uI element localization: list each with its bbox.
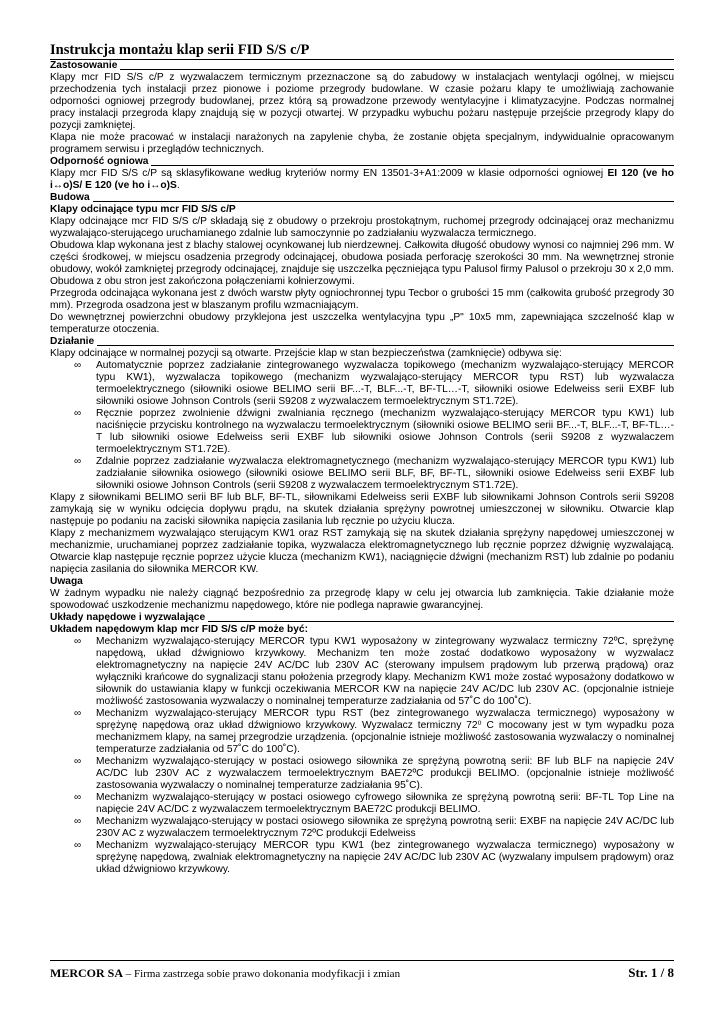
uklady-subheading: Układem napędowym klap mcr FID S/S c/P może być: (50, 624, 308, 635)
page-number: Str. 1 / 8 (628, 965, 674, 980)
infinity-bullet-icon: ∞ (74, 816, 82, 827)
section-label: Zastosowanie (50, 60, 118, 71)
infinity-bullet-icon: ∞ (74, 360, 82, 371)
list-item-text: Mechanizm wyzwalająco-sterujący w postaci osiowego siłownika ze sprężyną powrotną serii: BF lub BLF na napięcie 24V AC/DC lub 230V AC z wyzwalaczem termoelektrycznym BAE72ºC produkcji BELIMO. (opcjonalnie istnieje możliwość zastosowania wyzwalaczy o nominalnej temperaturze zadziałania 95˚C). (96, 756, 674, 791)
zastosowanie-paragraph-1: Klapy mcr FID S/S c/P z wyzwalaczem termicznym przeznaczone są do zabudowy w instalacjach wentylacji ogólnej, w miejscu przechodzenia tych instalacji przez pionowe i poziome przegrody budowlane. W czasie pożaru klapy te umożliwiają zachowanie odporności ogniowej przegrody budowlanej, przez którą są prowadzone przewody wentylacyjne i klimatyzacyjne. Podczas normalnej pracy instalacji przegroda klapy znajdują się w pozycji otwartej. W przypadku wybuchu pożaru następuje przejście przegrody klapy do pozycji zamkniętej. (50, 72, 674, 131)
list-item-text: Mechanizm wyzwalająco-sterujący w postaci osiowego siłownika ze sprężyną powrotną serii: EXBF na napięcie 24V AC/DC lub 230V AC z wyzwalaczem termoelektrycznym 72ºC produkcji Edelweiss (96, 816, 674, 839)
list-item-text: Mechanizm wyzwalająco-sterujący w postaci osiowego cyfrowego siłownika ze sprężyną powrotną serii: BF-TL Top Line na napięcie 24V AC/DC z wyzwalaczem termoelektrycznym BAE72C produkcji BELIMO. (96, 792, 674, 815)
section-heading-zastosowanie (50, 60, 674, 72)
list-item-text: Zdalnie poprzez zadziałanie wyzwalacza elektromagnetycznego (mechanizm wyzwalająco-sterujący MERCOR typu KW1) lub zadziałanie siłownika osiowego (siłowniki osiowe BELIMO serii BLF, BF, BF-TL, siłowniki osiowe Edelweiss serii EXBF lub siłowniki osiowe Johnson Controls (serii S9208 z wyzwalaczem termoelektrycznym ST1.72E). (96, 456, 674, 491)
budowa-paragraph-1: Klapy odcinające mcr FID S/S c/P składają się z obudowy o przekroju prostokątnym, ruchomej przegrody odcinającej oraz mechanizmu wyzwalająco-sterującego uruchamianego zdalnie lub samoczynnie po zadziałaniu wyzwalacza termicznego. (50, 216, 674, 239)
footer-note: Firma zastrzega sobie prawo dokonania modyfikacji i zmian (134, 968, 401, 980)
section-heading-dzialanie (50, 336, 674, 348)
section-heading-budowa (50, 192, 674, 204)
footer-left (50, 966, 400, 981)
dzialanie-intro: Klapy odcinające w normalnej pozycji są otwarte. Przejście klap w stan bezpieczeństwa (zamknięcie) odbywa się: (50, 348, 562, 359)
section-label: Układy napędowe i wyzwalające (50, 612, 206, 623)
section-heading-odpornosc (50, 156, 674, 168)
page-title: Instrukcja montażu klap serii FID S/S c/P (50, 42, 310, 58)
list-item-text: Mechanizm wyzwalająco-sterujący MERCOR typu RST (bez zintegrowanego wyzwalacza termicznego) wyposażony w sprężynę napędową oraz układ dźwigniowo krzywkowy. Wyzwalacz termiczny 72⁰ C mocowany jest w tym wypadku poza mechanizmem klapy, na samej przegrodzie urządzenia. (opcjonalnie istnieje możliwość zastosowania wyzwalaczy o nominalnej temperaturze zadziałania od 57˚C do 100˚C). (96, 708, 674, 755)
heading-rule (120, 69, 674, 70)
section-label: Budowa (50, 192, 90, 203)
list-item-text: Ręcznie poprzez zwolnienie dźwigni zwalniania ręcznego (mechanizm wyzwalająco-sterujący MERCOR typu KW1) lub naciśnięcie przycisku kontrolnego na wyzwalaczu termoelektrycznym (siłowniki osiowe BELIMO serii BF...-T, BLF...-T, BF-TL…-T lub siłowniki osiowe Edelweiss serii EXBF lub siłowniki osiowe Johnson Controls (serii S9208 z wyzwalaczem termoelektrycznym ST1.72E). (96, 408, 674, 455)
list-item (50, 816, 674, 840)
heading-rule (97, 345, 674, 346)
budowa-paragraph-2: Obudowa klap wykonana jest z blachy stalowej ocynkowanej lub nierdzewnej. Całkowita długość obudowy wynosi co najmniej 296 mm. W części środkowej, w miejscu osadzenia przegrody odcinającej, obudowa posiada perforację szerokości 30 mm. Na wewnętrznej stronie obudowy, wokół zamkniętej przegrody odcinającej, znajduje się uszczelka pęczniejąca typu Palusol firmy Palusol o przekroju 30 x 2,0 mm. Obudowa z obu stron jest zakończona połączeniami kołnierzowymi. (50, 240, 674, 287)
list-item (50, 756, 674, 792)
infinity-bullet-icon: ∞ (74, 456, 82, 467)
document-page (50, 42, 674, 876)
dzialanie-list (50, 360, 674, 492)
budowa-paragraph-4: Do wewnętrznej powierzchni obudowy przyklejona jest uszczelka wentylacyjna typu „P" 10x5 mm, zapewniająca szczelność klap w temperaturze otoczenia. (50, 312, 674, 335)
fire-class: EI 120 (ve ho i↔o)S/ E 120 (ve ho i↔o)S (50, 168, 674, 191)
uwaga-heading: Uwaga (50, 576, 83, 587)
budowa-subheading: Klapy odcinające typu mcr FID S/S c/P (50, 204, 236, 215)
section-label: Odporność ogniowa (50, 156, 149, 167)
list-item (50, 360, 674, 408)
infinity-bullet-icon: ∞ (74, 708, 82, 719)
list-item-text: Mechanizm wyzwalająco-sterujący MERCOR typu KW1 (bez zintegrowanego wyzwalacza termicznego) wyposażony w sprężynę napędową, zwalniak elektromagnetyczny na napięcie 24V AC/DC lub 230V AC (wyzwalany impulsem prądowym) oraz układ dźwigniowo krzywkowy. (96, 840, 674, 875)
dzialanie-paragraph-1: Klapy z siłownikami BELIMO serii BF lub BLF, BF-TL, siłownikami Edelweiss serii EXBF lub siłownikami Johnson Controls serii S9208 zamykają się w wyniku odcięcia dopływu prądu, na skutek działania sprężyny powrotnej umieszczonej w siłowniku. Otwarcie klap następuje po podaniu na zaciski siłownika napięcia zasilania lub ręcznie po użyciu klucza. (50, 492, 674, 527)
heading-rule (208, 621, 674, 622)
list-item-text: Mechanizm wyzwalająco-sterujący MERCOR typu KW1 wyposażony w zintegrowany wyzwalacz termiczny 72ºC, sprężynę napędową, układ dźwigniowo krzywkowy. Mechanizm ten może zostać dodatkowo wyposażony w wyzwalacz elektromagnetyczny na napięcie 24V AC/DC lub 230V AC (sterowany impulsem prądowym lub przerwą prądową) oraz wyłączniki krańcowe do sygnalizacji stanu położenia przegrody klapy. Mechanizm KW1 może zostać wyposażony dodatkowo w siłownik do ustawiania klapy w funkcji oczekiwania MERCOR KW na napięcie 24V AC/DC lub 230V AC. (opcjonalnie istnieje możliwość zastosowania wyzwalaczy o nominalnej temperaturze zadziałania od 57˚C do 100˚C). (96, 636, 674, 707)
list-item (50, 708, 674, 756)
section-heading-uklady (50, 612, 674, 624)
odpornosc-end: . (176, 180, 180, 191)
dzialanie-paragraph-2: Klapy z mechanizmem wyzwalająco sterującym KW1 oraz RST zamykają się na skutek działania sprężyny napędowej umieszczonej w mechanizmie, uruchamianej poprzez zadziałanie topika, wyzwalacza elektromagnetycznego lub ręcznie poprzez dźwignię wyzwalającą. Otwarcie klap następuje ręcznie poprzez użycie klucza (mechanizm KW1), naciągnięcie dźwigni (mechanizm RST) lub zdalnie po podaniu napięcia zasilania do siłownika MERCOR KW. (50, 528, 674, 575)
list-item (50, 840, 674, 876)
odpornosc-paragraph (50, 168, 674, 192)
heading-rule (151, 165, 674, 166)
list-item (50, 636, 674, 708)
page-footer (50, 960, 674, 981)
list-item (50, 408, 674, 456)
infinity-bullet-icon: ∞ (74, 636, 82, 647)
infinity-bullet-icon: ∞ (74, 756, 82, 767)
odpornosc-text: Klapy mcr FID S/S c/P są sklasyfikowane według kryteriów normy EN 13501-3+A1:2009 w klasie odporności ogniowej (50, 168, 608, 179)
uklady-list (50, 636, 674, 876)
uwaga-paragraph: W żadnym wypadku nie należy ciągnąć bezpośrednio za przegrodę klapy w celu jej otwarcia lub zamknięcia. Takie działanie może spowodować uszkodzenie mechanizmu napędowego, które nie podlega naprawie gwarancyjnej. (50, 588, 674, 611)
company-name: MERCOR SA (50, 966, 124, 980)
budowa-paragraph-3: Przegroda odcinająca wykonana jest z dwóch warstw płyty ogniochronnej typu Tecbor o grubości 15 mm (całkowita grubość przegrody 30 mm). Przegroda osadzona jest w blaszanym profilu wzmacniającym. (50, 288, 674, 311)
infinity-bullet-icon: ∞ (74, 408, 82, 419)
list-item (50, 792, 674, 816)
zastosowanie-paragraph-2: Klapa nie może pracować w instalacji narażonych na zapylenie chyba, że zostanie objęta specjalnym, indywidualnie opracowanym programem serwisu i przeglądów technicznych. (50, 132, 674, 155)
list-item (50, 456, 674, 492)
list-item-text: Automatycznie poprzez zadziałanie zintegrowanego wyzwalacza topikowego (mechanizm wyzwalająco-sterujący MERCOR typu KW1), wyzwalacza topikowego (mechanizm wyzwalająco-sterujący MERCOR typu RST) lub wyzwalacza termoelektrycznego (siłowniki osiowe BELIMO serii BF...-T, BLF...-T, BF-TL…-T, siłowniki osiowe Edelweiss serii EXBF lub siłowniki osiowe Johnson Controls (serii S9208 z wyzwalaczem termoelektrycznym ST1.72E). (96, 360, 674, 407)
footer-dash: – (123, 968, 135, 980)
section-label: Działanie (50, 336, 95, 347)
heading-rule (93, 201, 674, 202)
infinity-bullet-icon: ∞ (74, 840, 82, 851)
infinity-bullet-icon: ∞ (74, 792, 82, 803)
